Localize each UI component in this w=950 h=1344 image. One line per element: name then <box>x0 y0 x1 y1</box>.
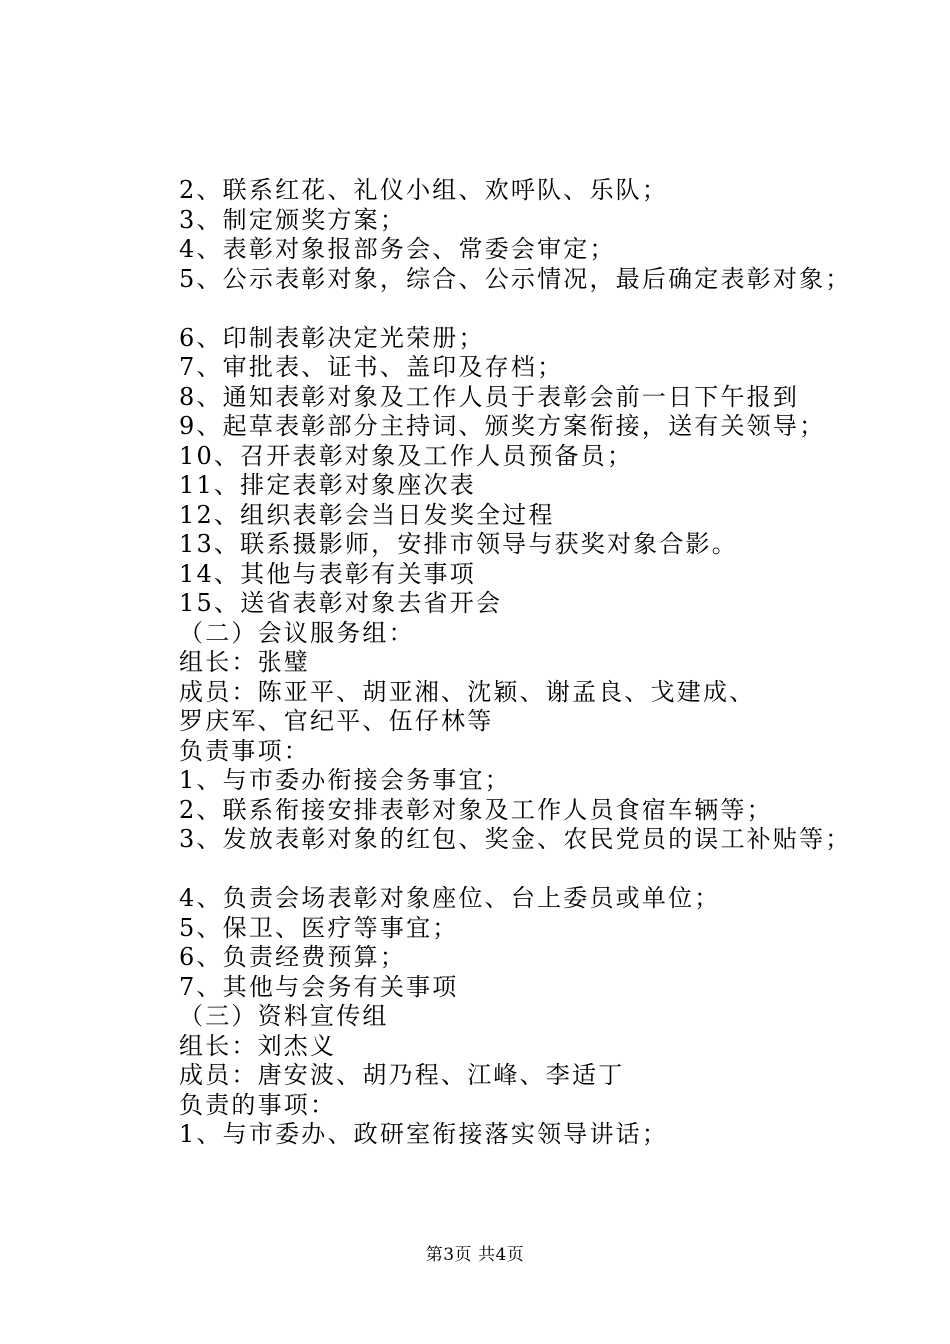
text-line: 负责事项： <box>179 736 310 765</box>
text-line: 13、联系摄影师，安排市领导与获奖对象合影。 <box>179 530 738 558</box>
text-line: 4、表彰对象报部务会、常委会审定； <box>179 235 616 263</box>
text-line: 6、印制表彰决定光荣册； <box>179 323 485 352</box>
text-line: 8、通知表彰对象及工作人员于表彰会前一日下午报到 <box>179 382 800 411</box>
text-line: 11、排定表彰对象座次表 <box>179 471 476 499</box>
text-line: 7、其他与会务有关事项 <box>179 972 459 1001</box>
text-line: 2、联系衔接安排表彰对象及工作人员食宿车辆等； <box>179 795 773 824</box>
text-line: 5、公示表彰对象，综合、公示情况，最后确定表彰对象； <box>179 264 852 293</box>
text-line: 7、审批表、证书、盖印及存档； <box>179 353 564 381</box>
text-line: （三）资料宣传组 <box>179 1002 389 1030</box>
blank-line <box>179 294 899 324</box>
text-line: 3、制定颁奖方案； <box>179 205 407 234</box>
text-line: 成员：唐安波、胡乃程、江峰、李适丁 <box>179 1061 625 1089</box>
page-footer: 第3页 共4页 <box>425 1245 525 1265</box>
text-line: 组长：张璧 <box>179 648 310 676</box>
document-body <box>179 176 899 1150</box>
text-line: 罗庆军、官纪平、伍仔林等 <box>179 707 494 735</box>
text-line: 4、负责会场表彰对象座位、台上委员或单位； <box>179 884 721 912</box>
text-line: 5、保卫、医疗等事宜； <box>179 913 459 942</box>
text-line: 负责的事项： <box>179 1090 337 1119</box>
blank-line <box>179 855 899 885</box>
text-line: 成员：陈亚平、胡亚湘、沈颖、谢孟良、戈建成、 <box>179 677 756 706</box>
text-line: 组长：刘杰义 <box>179 1031 337 1060</box>
text-line: 1、与市委办、政研室衔接落实领导讲话； <box>179 1120 669 1148</box>
text-line: 6、负责经费预算； <box>179 943 407 971</box>
text-line: 14、其他与表彰有关事项 <box>179 559 476 588</box>
text-line: 2、联系红花、礼仪小组、欢呼队、乐队； <box>179 176 669 204</box>
text-line: 12、组织表彰会当日发奖全过程 <box>179 500 555 529</box>
text-line: 10、召开表彰对象及工作人员预备员； <box>179 441 634 470</box>
text-line: （二）会议服务组： <box>179 618 415 647</box>
text-line: 3、发放表彰对象的红包、奖金、农民党员的误工补贴等； <box>179 825 852 853</box>
text-line: 1、与市委办衔接会务事宜； <box>179 766 511 794</box>
text-line: 9、起草表彰部分主持词、颁奖方案衔接，送有关领导； <box>179 412 826 440</box>
text-line: 15、送省表彰对象去省开会 <box>179 589 503 617</box>
